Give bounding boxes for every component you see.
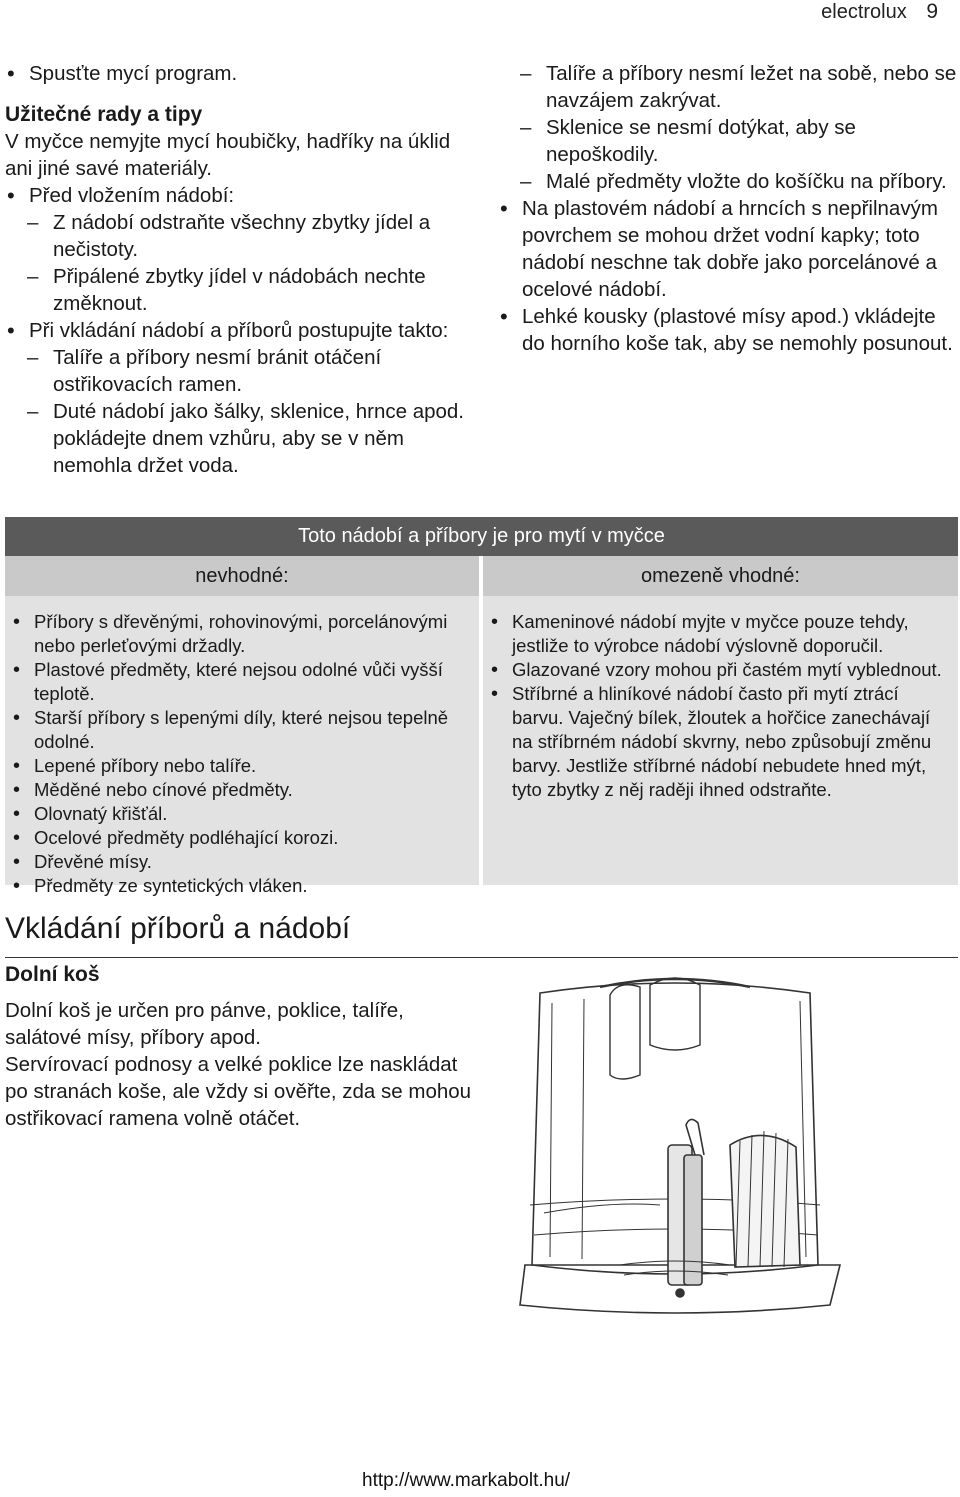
list-item: • Příbory s dřevěnými, rohovinovými, porcelánovými nebo perleťovými držadly. [9,610,473,658]
tips-intro: V myčce nemyjte mycí houbičky, hadříky na úklid ani jiné savé materiály. [5,130,451,180]
page-number: 9 [926,0,938,23]
section-text [5,997,475,1132]
list-item: • Měděné nebo cínové předměty. [9,778,473,802]
list-item: • Dřevěné mísy. [9,850,473,874]
limited-list [483,596,958,885]
left-column [5,60,475,479]
list-item: • Předměty ze syntetických vláken. [9,874,473,898]
suitability-table [5,517,958,896]
section-subheading: Dolní koš [5,963,100,986]
list-item: • Olovnatý křišťál. [9,802,473,826]
section-paragraph-2: Servírovací podnosy a velké poklice lze naskládat po stranách koše, ale vždy si ověřte, zda se mohou ostřikovací ramena volně otáčet. [5,1053,472,1130]
right-dash-1: – Talíře a příbory nesmí ležet na sobě, nebo se navzájem zakrývat. [498,60,958,114]
section-paragraph-1: Dolní koš je určen pro pánve, poklice, talíře, salátové mísy, příbory apod. [5,999,404,1049]
right-bullet-1: • Na plastovém nádobí a hrncích s nepřilnavým povrchem se mohou držet vodní kapky; toto nádobí neschne tak dobře jako porcelánové a ocelové nádobí. [498,195,958,303]
list-item: • Lepené příbory nebo talíře. [9,754,473,778]
before-loading-bullet: • Před vložením nádobí: [5,182,475,209]
table-title: Toto nádobí a příbory je pro mytí v myčce [5,517,958,556]
section-heading: Vkládání příborů a nádobí [5,912,351,945]
section-divider [5,957,958,958]
tips-heading: Užitečné rady a tipy [5,103,203,126]
start-program-bullet: • Spusťte mycí program. [5,60,475,87]
unsuitable-list [5,596,479,896]
list-item: • Ocelové předměty podléhající korozi. [9,826,473,850]
right-bullet-2: • Lehké kousky (plastové mísy apod.) vkládejte do horního koše tak, aby se nemohly posunout. [498,303,958,357]
list-item: • Glazované vzory mohou při častém mytí vyblednout. [487,658,952,682]
limited-header: omezeně vhodné: [483,556,958,596]
lower-basket-illustration-icon [500,965,855,1330]
brand-name: electrolux [821,1,907,23]
before-dash-2: – Připálené zbytky jídel v nádobách nechte změknout. [5,263,475,317]
footer-url: http://www.markabolt.hu/ [362,1470,571,1491]
loading-bullet: • Při vkládání nádobí a příborů postupujte takto: [5,317,475,344]
list-item: • Kameninové nádobí myjte v myčce pouze tehdy, jestliže to výrobce nádobí výslovně doporučil. [487,610,952,658]
list-item: • Plastové předměty, které nejsou odolné vůči vyšší teplotě. [9,658,473,706]
unsuitable-header: nevhodné: [5,556,479,596]
loading-dash-2: – Duté nádobí jako šálky, sklenice, hrnce apod. pokládejte dnem vzhůru, aby se v něm nemohla držet voda. [5,398,475,479]
right-column [498,60,958,357]
loading-dash-1: – Talíře a příbory nesmí bránit otáčení ostřikovacích ramen. [5,344,475,398]
before-dash-1: – Z nádobí odstraňte všechny zbytky jídel a nečistoty. [5,209,475,263]
right-dash-3: – Malé předměty vložte do košíčku na příbory. [498,168,958,195]
page-header [821,0,938,24]
list-item: • Starší příbory s lepenými díly, které nejsou tepelně odolné. [9,706,473,754]
list-item: • Stříbrné a hliníkové nádobí často při mytí ztrácí barvu. Vaječný bílek, žloutek a hořčice zanechávají na stříbrném nádobí skvrny, nebo způsobují změnu barvy. Jestliže stříbrné nádobí nebudete hned mýt, tyto zbytky z něj raději ihned odstraňte. [487,682,952,802]
right-dash-2: – Sklenice se nesmí dotýkat, aby se nepoškodily. [498,114,958,168]
